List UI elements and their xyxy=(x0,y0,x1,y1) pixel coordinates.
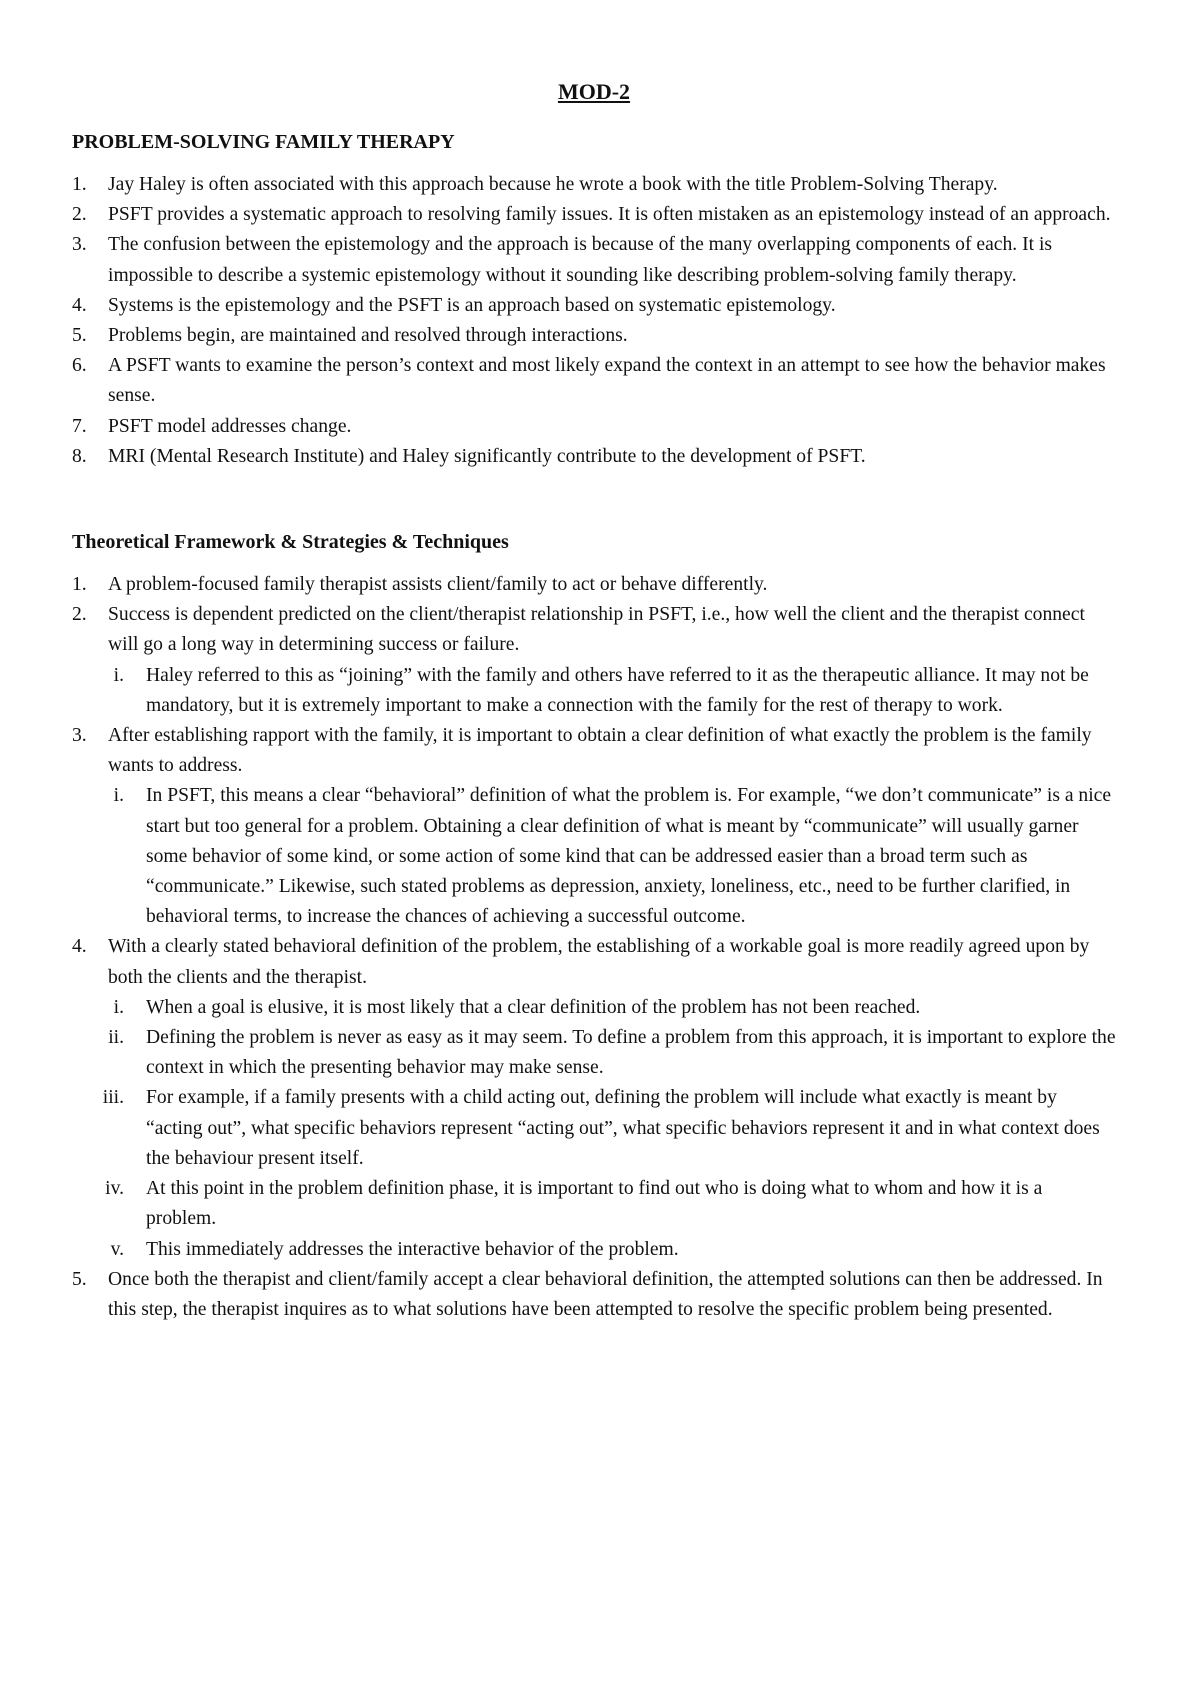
sublist-item xyxy=(72,1174,1116,1234)
sublist xyxy=(72,781,1116,932)
list-item-text: MRI (Mental Research Institute) and Haley significantly contribute to the development of PSFT. xyxy=(108,445,866,467)
list-item-text: PSFT model addresses change. xyxy=(108,415,352,437)
sublist-item xyxy=(72,1083,1116,1174)
sublist-item-text: Haley referred to this as “joining” with the family and others have referred to it as the therapeutic alliance. It may not be mandatory, but it is extremely important to make a connection with the family for the rest of therapy to work. xyxy=(146,664,1089,716)
sublist-container xyxy=(72,661,1116,721)
list-item xyxy=(72,170,1116,200)
list-item-text: PSFT provides a systematic approach to resolving family issues. It is often mistaken as an epistemology instead of an approach. xyxy=(108,204,1111,226)
sublist-number: ii. xyxy=(108,1027,124,1049)
sublist-item xyxy=(72,1023,1116,1083)
list-item-text: With a clearly stated behavioral definition of the problem, the establishing of a workable goal is more readily agreed upon by both the clients and the therapist. xyxy=(108,936,1090,988)
sublist-item-text: At this point in the problem definition phase, it is important to find out who is doing what to whom and how it is a problem. xyxy=(146,1178,1043,1230)
list-number: 7. xyxy=(72,415,87,437)
list-item xyxy=(72,412,1116,442)
list-item xyxy=(72,600,1116,660)
sublist-number: iii. xyxy=(102,1087,124,1109)
list-item-text: Problems begin, are maintained and resolved through interactions. xyxy=(108,325,628,347)
list-number: 8. xyxy=(72,445,87,467)
list-number: 5. xyxy=(72,325,87,347)
list-number: 6. xyxy=(72,355,87,377)
sublist-number: v. xyxy=(110,1238,124,1260)
list-item-text: The confusion between the epistemology and the approach is because of the many overlapping components of each. It is impossible to describe a systemic epistemology without it sounding like describing problem-solving family therapy. xyxy=(108,234,1053,286)
sublist-number: i. xyxy=(113,785,124,807)
list-item xyxy=(72,442,1116,472)
framework-list xyxy=(72,570,1116,1325)
sublist-item-text: This immediately addresses the interactive behavior of the problem. xyxy=(146,1238,679,1260)
sublist-item-text: When a goal is elusive, it is most likely that a clear definition of the problem has not been reached. xyxy=(146,996,921,1018)
list-item-text: Once both the therapist and client/family accept a clear behavioral definition, the attempted solutions can then be addressed. In this step, the therapist inquires as to what solutions have been attempted to resolve the specific problem being presented. xyxy=(108,1268,1103,1320)
sublist-item xyxy=(72,993,1116,1023)
list-item xyxy=(72,1265,1116,1325)
list-item-text: A problem-focused family therapist assists client/family to act or behave differently. xyxy=(108,574,768,596)
sublist-item-text: For example, if a family presents with a child acting out, defining the problem will include what exactly is meant by “acting out”, what specific behaviors represent “acting out”, what specific behaviors represent it and in what context does the behaviour present itself. xyxy=(146,1087,1100,1169)
list-number: 1. xyxy=(72,574,87,596)
list-number: 3. xyxy=(72,234,87,256)
list-item xyxy=(72,200,1116,230)
list-item-text: Jay Haley is often associated with this approach because he wrote a book with the title Problem-Solving Therapy. xyxy=(108,174,998,195)
sublist-item-text: In PSFT, this means a clear “behavioral” definition of what the problem is. For example, “we don’t communicate” is a nice start but too general for a problem. Obtaining a clear definition of what is meant by “communicate” will usually garner some behavior of some kind, or some action of some kind that can be addressed easier than a broad term such as “communicate.” Likewise, such stated problems as depression, anxiety, loneliness, etc., need to be further clarified, in behavioral terms, to increase the chances of achieving a successful outcome. xyxy=(146,785,1112,928)
sublist xyxy=(72,993,1116,1265)
sublist-container xyxy=(72,993,1116,1265)
list-number: 5. xyxy=(72,1268,87,1290)
section-heading-framework: Theoretical Framework & Strategies & Techniques xyxy=(72,531,509,554)
sublist-item xyxy=(72,1235,1116,1265)
section-heading-psft: PROBLEM-SOLVING FAMILY THERAPY xyxy=(72,131,455,153)
sublist xyxy=(72,661,1116,721)
list-item xyxy=(72,932,1116,992)
list-item xyxy=(72,230,1116,290)
list-number: 1. xyxy=(72,174,87,195)
sublist-number: i. xyxy=(113,996,124,1018)
sublist-number: iv. xyxy=(105,1178,124,1200)
list-number: 4. xyxy=(72,294,87,316)
sublist-item xyxy=(72,781,1116,932)
list-number: 2. xyxy=(72,204,87,226)
list-item-text: Systems is the epistemology and the PSFT is an approach based on systematic epistemology. xyxy=(108,294,836,316)
list-item xyxy=(72,570,1116,600)
list-number: 4. xyxy=(72,936,87,958)
document-title: MOD-2 xyxy=(557,79,631,104)
sublist-container xyxy=(72,781,1116,932)
psft-list xyxy=(72,170,1116,472)
list-item xyxy=(72,721,1116,781)
sublist-item-text: Defining the problem is never as easy as it may seem. To define a problem from this approach, it is important to explore the context in which the presenting behavior may make sense. xyxy=(146,1027,1116,1079)
list-item-text: A PSFT wants to examine the person’s context and most likely expand the context in an attempt to see how the behavior makes sense. xyxy=(108,355,1106,407)
sublist-item xyxy=(72,661,1116,721)
list-item-text: After establishing rapport with the family, it is important to obtain a clear definition of what exactly the problem is the family wants to address. xyxy=(108,725,1092,777)
list-item xyxy=(72,351,1116,411)
list-number: 3. xyxy=(72,725,87,747)
list-item xyxy=(72,321,1116,351)
list-number: 2. xyxy=(72,604,87,626)
sublist-number: i. xyxy=(113,664,124,686)
list-item-text: Success is dependent predicted on the client/therapist relationship in PSFT, i.e., how well the client and the therapist connect will go a long way in determining success or failure. xyxy=(108,604,1085,656)
list-item xyxy=(72,291,1116,321)
